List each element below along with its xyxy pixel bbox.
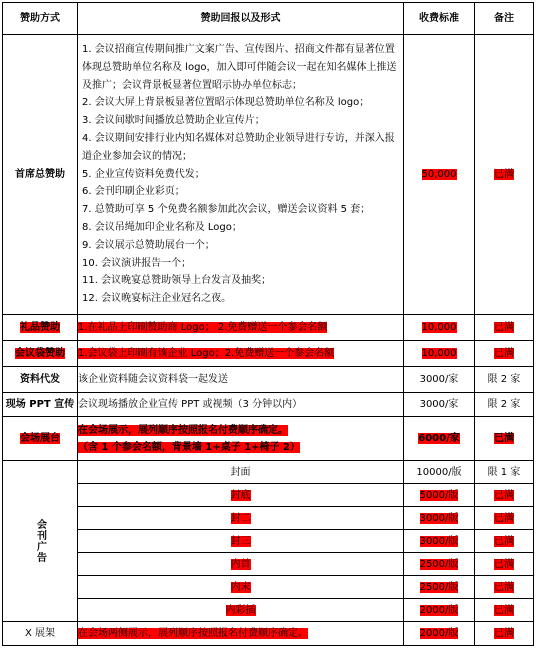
- journal-row: [3, 507, 534, 530]
- journal-fee: [404, 484, 475, 507]
- reward-item: 12. 会议晚宴标注企业冠名之夜。: [82, 293, 232, 305]
- title-sponsor-fee: [404, 35, 475, 315]
- xstand-desc: [78, 622, 404, 646]
- journal-item-label: 封二: [230, 512, 251, 524]
- journal-item-label: 封面: [230, 466, 251, 478]
- status-badge: 已满: [494, 348, 514, 359]
- journal-method-label: 会刊广告: [34, 519, 46, 563]
- booth-desc: [78, 417, 404, 461]
- materials-note: 限 2 家: [475, 367, 534, 393]
- title-sponsor-note: [475, 35, 534, 315]
- header-note: 备注: [475, 3, 534, 35]
- journal-item: [78, 599, 404, 622]
- ppt-note: 限 2 家: [475, 393, 534, 417]
- booth-desc-line1: 在会场展示，展列顺序按照报名付费顺序确定。: [78, 424, 288, 436]
- fee-value: 3000/版: [419, 512, 459, 524]
- journal-fee: [404, 553, 475, 576]
- status-badge: 已满: [494, 558, 514, 570]
- bag-desc-text: 1.会议袋上印刷有该企业 Logo；2.免费赠送一个参会名额: [78, 348, 335, 359]
- reward-item: 6. 会刊印刷企业彩页；: [82, 186, 185, 198]
- journal-item: [78, 507, 404, 530]
- gift-note: [475, 315, 534, 341]
- fee-value: 2500/版: [419, 581, 459, 593]
- fee-value: 5000/版: [419, 489, 459, 501]
- materials-desc: 该企业资料随会议资料袋一起发送: [78, 367, 404, 393]
- status-badge: 已满: [494, 169, 514, 180]
- booth-note: [475, 417, 534, 461]
- journal-row: [3, 530, 534, 553]
- fee-value: 50,000: [421, 169, 457, 180]
- journal-fee: [404, 530, 475, 553]
- journal-item-label: 内末: [230, 581, 251, 593]
- reward-item: 8. 会议吊绳加印企业名称及 Logo；: [82, 221, 242, 233]
- booth-desc-line2: （含 1 个参会名额，背景墙 1+桌子 1+椅子 2）: [78, 441, 300, 453]
- reward-item: 9. 会议展示总赞助展台一个；: [82, 239, 215, 251]
- reward-item: 2. 会议大屏上背景板显著位置昭示体现总赞助单位名称及 logo；: [82, 97, 370, 109]
- header-row: [3, 3, 534, 35]
- bag-desc: [78, 341, 404, 367]
- journal-note: [475, 599, 534, 622]
- title-sponsor-method: 首席总赞助: [3, 35, 78, 315]
- gift-method-label: 礼品赞助: [20, 322, 60, 333]
- booth-method: [3, 417, 78, 461]
- title-sponsor-rewards: [78, 35, 404, 315]
- xstand-method: X 展架: [3, 622, 78, 646]
- ppt-method: 现场 PPT 宣传: [3, 393, 78, 417]
- journal-fee: 10000/版: [404, 461, 475, 484]
- bag-method-label: 会议袋赞助: [15, 348, 65, 359]
- gift-desc: [78, 315, 404, 341]
- status-badge: 已满: [494, 628, 514, 639]
- status-badge: 已满: [494, 581, 514, 593]
- reward-item: 3. 会议间歇时间播放总赞助企业宣传片；: [82, 115, 265, 127]
- journal-item-label: 内首: [230, 558, 251, 570]
- journal-note: [475, 484, 534, 507]
- materials-row: [3, 367, 534, 393]
- journal-method: [3, 461, 78, 622]
- fee-value: 10,000: [421, 348, 457, 359]
- xstand-desc-text: 在会场两侧展示，展列顺序按照报名付费顺序确定。: [78, 628, 308, 639]
- xstand-fee: [404, 622, 475, 646]
- status-badge: 已满: [494, 535, 514, 547]
- journal-item-label: 内彩插: [225, 604, 256, 616]
- status-badge: 已满: [494, 512, 514, 524]
- journal-fee: [404, 576, 475, 599]
- gift-desc-text: 1.在礼品上印刷赞助商 Logo； 2.免费赠送一个参会名额: [78, 322, 328, 333]
- ppt-desc: 会议现场播放企业宣传 PPT 或视频（3 分钟以内）: [78, 393, 404, 417]
- booth-fee: [404, 417, 475, 461]
- journal-fee: [404, 599, 475, 622]
- header-method: 赞助方式: [3, 3, 78, 35]
- reward-item: 1. 会议招商宣传期间推广文案广告、宣传图片、招商文件都有显著位置体现总赞助单位名称及 logo，加入即可伴随会议一起在知名媒体上推送及推广；会议背景板显著位置昭示协办单位标志；: [82, 44, 397, 91]
- journal-fee: [404, 507, 475, 530]
- journal-note: 限 1 家: [475, 461, 534, 484]
- fee-value: 2500/版: [419, 558, 459, 570]
- journal-row: [3, 576, 534, 599]
- journal-row: [3, 484, 534, 507]
- fee-value: 2000/版: [419, 604, 459, 616]
- reward-item: 11. 会议晚宴总赞助领导上台发言及抽奖；: [82, 275, 272, 287]
- header-fee: 收费标准: [404, 3, 475, 35]
- journal-note: [475, 576, 534, 599]
- reward-item: 5. 企业宣传资料免费代发；: [82, 168, 205, 180]
- journal-item: [78, 576, 404, 599]
- status-badge: 已满: [494, 433, 514, 444]
- journal-item: [78, 484, 404, 507]
- journal-note: [475, 553, 534, 576]
- status-badge: 已满: [494, 322, 514, 333]
- materials-method: 资料代发: [3, 367, 78, 393]
- gift-fee: [404, 315, 475, 341]
- fee-value: 2000/版: [419, 628, 459, 639]
- journal-item: [78, 530, 404, 553]
- fee-value: 6000/家: [418, 433, 460, 444]
- sponsorship-table: [2, 2, 534, 646]
- journal-row: [3, 599, 534, 622]
- ppt-fee: 3000/家: [404, 393, 475, 417]
- gift-row: [3, 315, 534, 341]
- journal-note: [475, 530, 534, 553]
- reward-item: 10. 会议演讲报告一个；: [82, 257, 192, 269]
- journal-row: [3, 553, 534, 576]
- journal-item-label: 封三: [230, 535, 251, 547]
- bag-method: [3, 341, 78, 367]
- title-sponsor-row: [3, 35, 534, 315]
- reward-item: 7. 总赞助可享 5 个免费名额参加此次会议，赠送会议资料 5 套；: [82, 204, 371, 216]
- booth-method-label: 会场展台: [20, 433, 60, 444]
- reward-item: 4. 会议期间安排行业内知名媒体对总赞助企业领导进行专访，并深入报道企业参加会议的情况；: [82, 133, 395, 162]
- gift-method: [3, 315, 78, 341]
- journal-item: [78, 553, 404, 576]
- header-rewards: 赞助回报以及形式: [78, 3, 404, 35]
- ppt-row: [3, 393, 534, 417]
- status-badge: 已满: [494, 489, 514, 501]
- bag-fee: [404, 341, 475, 367]
- booth-row: [3, 417, 534, 461]
- bag-note: [475, 341, 534, 367]
- journal-row: [3, 461, 534, 484]
- materials-fee: 3000/家: [404, 367, 475, 393]
- xstand-row: [3, 622, 534, 646]
- xstand-note: [475, 622, 534, 646]
- fee-value: 3000/版: [419, 535, 459, 547]
- status-badge: 已满: [494, 604, 514, 616]
- bag-row: [3, 341, 534, 367]
- journal-item-label: 封底: [230, 489, 251, 501]
- fee-value: 10,000: [421, 322, 457, 333]
- journal-item: [78, 461, 404, 484]
- journal-note: [475, 507, 534, 530]
